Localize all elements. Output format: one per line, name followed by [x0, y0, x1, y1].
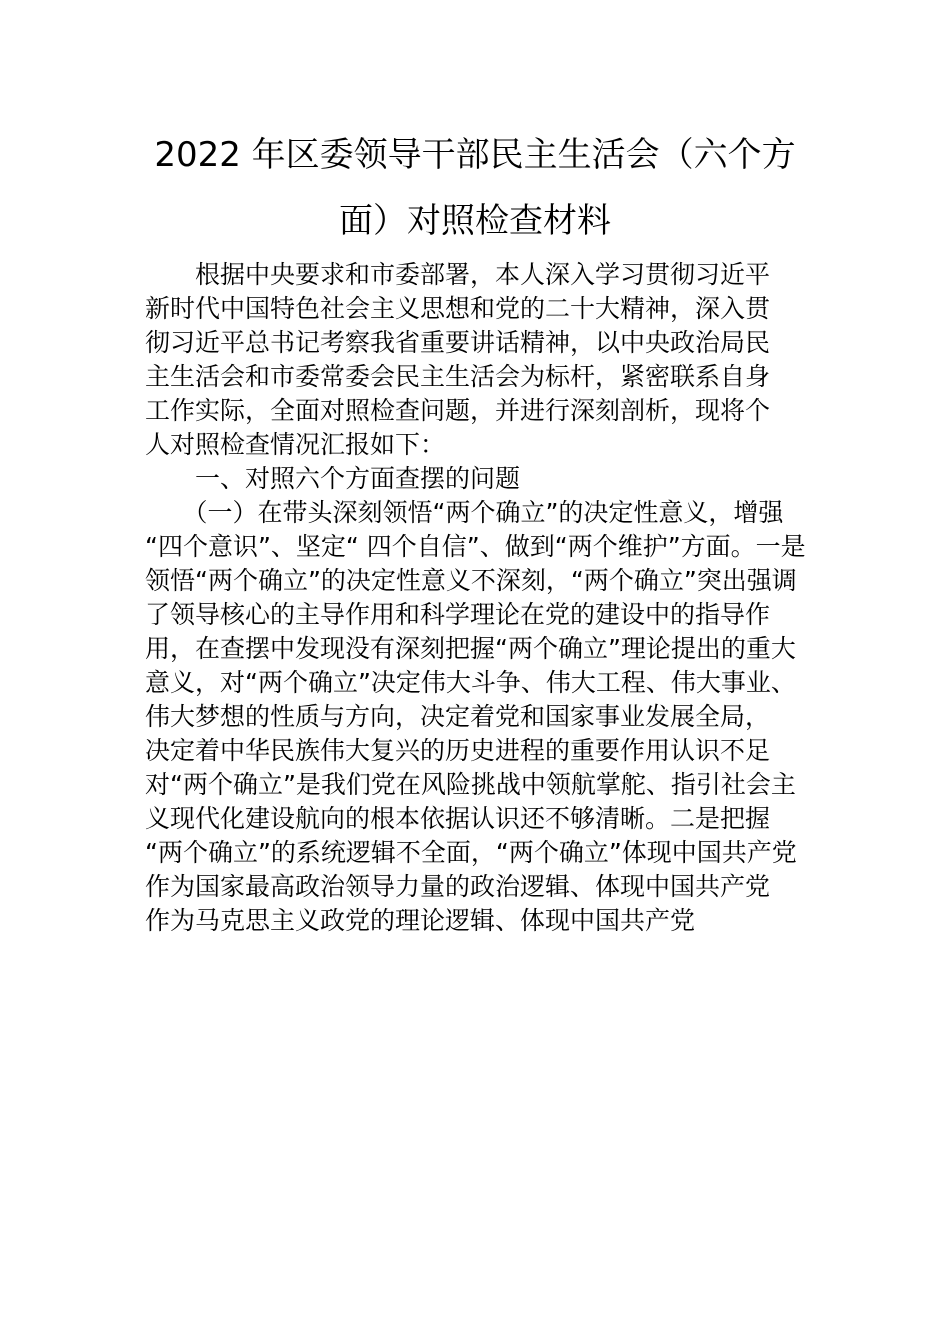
document-title-line-1: 2022 年区委领导干部民主生活会（六个方 — [154, 135, 796, 175]
body-line: 伟大梦想的性质与方向，决定着党和国家事业发展全局， — [145, 702, 771, 731]
document-body — [145, 258, 807, 938]
body-line: （一）在带头深刻领悟“两个确立”的决定性意义，增强 — [145, 498, 784, 527]
body-line: 主生活会和市委常委会民主生活会为标杆，紧密联系自身 — [145, 362, 771, 391]
body-line: 工作实际，全面对照检查问题，并进行深刻剖析，现将个 — [145, 396, 771, 425]
body-line: 意义，对“两个确立”决定伟大斗争、伟大工程、伟大事业、 — [145, 668, 796, 697]
body-line: 义现代化建设航向的根本依据认识还不够清晰。二是把握 — [145, 804, 771, 833]
body-line: 领悟“两个确立”的决定性意义不深刻，“两个确立”突出强调 — [145, 566, 797, 595]
body-line: “两个确立”的系统逻辑不全面，“两个确立”体现中国共产党 — [145, 838, 797, 867]
body-line: 作为马克思主义政党的理论逻辑、体现中国共产党 — [145, 906, 696, 935]
body-line: 人对照检查情况汇报如下： — [145, 430, 446, 459]
section-heading: 一、对照六个方面查摆的问题 — [145, 464, 521, 493]
body-line: 对“两个确立”是我们党在风险挑战中领航掌舵、指引社会主 — [145, 770, 796, 799]
body-line: 了领导核心的主导作用和科学理论在党的建设中的指导作 — [145, 600, 771, 629]
body-line: 新时代中国特色社会主义思想和党的二十大精神，深入贯 — [145, 294, 771, 323]
body-line: 根据中央要求和市委部署，本人深入学习贯彻习近平 — [145, 260, 771, 289]
body-line: 用，在查摆中发现没有深刻把握“两个确立”理论提出的重大 — [145, 634, 796, 663]
body-line: 作为国家最高政治领导力量的政治逻辑、体现中国共产党 — [145, 872, 771, 901]
body-line: “四个意识”、坚定“ 四个自信”、做到“两个维护”方面。一是 — [145, 532, 806, 561]
document-title-line-2: 面）对照检查材料 — [339, 201, 611, 241]
body-line: 决定着中华民族伟大复兴的历史进程的重要作用认识不足 — [145, 736, 771, 765]
body-line: 彻习近平总书记考察我省重要讲话精神，以中央政治局民 — [145, 328, 771, 357]
